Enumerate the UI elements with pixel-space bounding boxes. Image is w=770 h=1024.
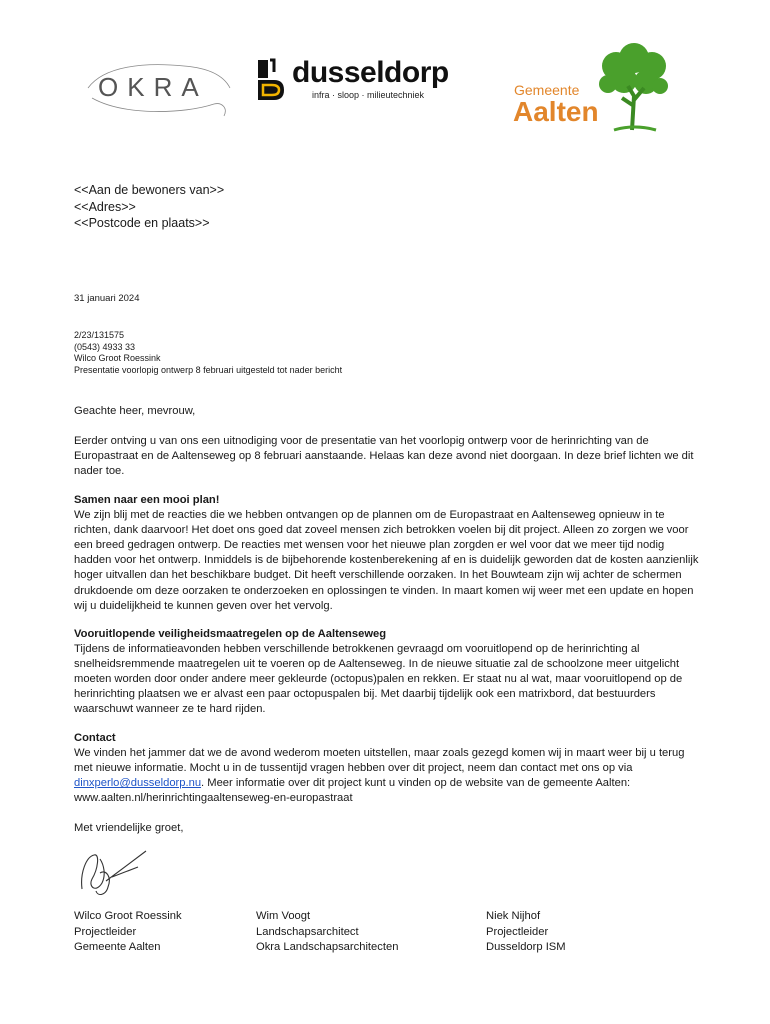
dusseldorp-wordmark: dusseldorp [292, 56, 449, 89]
section-heading: Samen naar een mooi plan! [74, 494, 220, 506]
contact-text [74, 746, 704, 806]
section-samen [74, 493, 704, 614]
dusseldorp-logo [256, 56, 466, 108]
aalten-logo-line2: Aalten [513, 96, 599, 127]
signatory-role: Projectleider [486, 925, 549, 938]
signatory-role: Landschapsarchitect [256, 925, 359, 938]
dusseldorp-mark-icon [256, 58, 286, 102]
reference-block [74, 330, 342, 377]
signatory-1 [74, 909, 182, 956]
reference-number: 2/23/131575 [74, 330, 125, 340]
aalten-logo-line1: Gemeente [514, 82, 580, 98]
salutation: Geachte heer, mevrouw, [74, 405, 196, 417]
contact-text-before: We vinden het jammer dat we de avond wederom moeten uitstellen, maar zoals gezegd komen wij in maart weer bij u terug met nieuwe informatie. Mocht u in de tussentijd vragen hebben over dit project, neem dan contact met ons op via [74, 747, 685, 775]
letter-date: 31 januari 2024 [74, 293, 140, 304]
signatory-role: Projectleider [74, 925, 137, 938]
signatory-2 [256, 909, 398, 956]
section-text: Tijdens de informatieavonden hebben verschillende betrokkenen gevraagd om vooruitlopend op de herinrichting al snelheidsremmende maatregelen uit te voeren op de Aaltenseweg. In de nieuwe situatie zal de schoolzone meer uitgelicht moeten worden door onder andere meer gekleurde (octopus)palen en rekken. Er staat nu al wat, maar vooruitlopend op de herinrichting plaatsen we er alvast een paar octopuspalen bij. Met daarbij tijdelijk ook een matrixbord, dat bestuurders waarschuwt wanneer ze te hard rijden. [74, 643, 683, 716]
reference-phone: (0543) 4933 33 [74, 341, 136, 352]
intro-paragraph [74, 434, 704, 479]
signatory-name: Niek Nijhof [486, 910, 541, 922]
section-veiligheid [74, 627, 704, 718]
closing: Met vriendelijke groet, [74, 822, 184, 834]
reference-subject: Presentatie voorlopig ontwerp 8 februari uitgesteld tot nader bericht [74, 365, 343, 376]
okra-wordmark: OKRA [98, 72, 208, 102]
tree-icon [594, 42, 672, 132]
section-text: We zijn blij met de reacties die we hebben ontvangen op de plannen om de Europastraat en Aaltenseweg opnieuw in te richten, dank daarvoor! Het doet ons goed dat zoveel mensen zich betrokken voelen bij dit project. Alleen zo zorgen we voor een breed gedragen ontwerp. De reacties met wensen voor het nieuwe plan zorgden er wel voor dat we meer tijd nodig hadden voor het ontwerp. Inmiddels is de bijbehorende kostenberekening af en is duidelijk geworden dat de kosten aanzienlijk hoger uitvallen dan het beschikbare budget. Dit heeft verschillende oorzaken. In het Bouwteam zijn wij achter de schermen drukdoende om deze oorzaken te onderzoeken en oplossingen te vinden. In maart komen wij weer met een update en hopen wij u duidelijkheid te kunnen geven over het vervolg. [74, 509, 699, 612]
signatory-3 [486, 909, 566, 956]
gemeente-aalten-logo [510, 40, 670, 135]
address-block [74, 182, 224, 232]
signatory-org: Dusseldorp ISM [486, 941, 566, 953]
contact-text-after: . Meer informatie over dit project kunt u vinden op de website van de gemeente Aalten: www.aalten.nl/herinrichtingaaltenseweg-en-europastraat [74, 777, 631, 805]
address-line-1: <<Aan de bewoners van>> [74, 183, 225, 197]
intro-text: Eerder ontving u van ons een uitnodiging voor de presentatie van het voorlopig ontwerp voor de herinrichting van de Europastraat en de Aaltenseweg op 8 februari aanstaande. Helaas kan deze avond niet doorgaan. In deze brief lichten we dit nader toe. [74, 435, 694, 478]
address-line-3: <<Postcode en plaats>> [74, 216, 210, 230]
signature-icon [76, 843, 152, 899]
section-heading: Vooruitlopende veiligheidsmaatregelen op de Aaltenseweg [74, 628, 387, 640]
reference-contact: Wilco Groot Roessink [74, 353, 161, 364]
address-line-2: <<Adres>> [74, 199, 136, 214]
signatory-name: Wilco Groot Roessink [74, 910, 182, 922]
signatory-name: Wim Voogt [256, 910, 311, 922]
signatory-org: Gemeente Aalten [74, 941, 161, 953]
email-link[interactable]: dinxperlo@dusseldorp.nu [74, 777, 202, 790]
okra-logo [84, 58, 234, 118]
signatory-org: Okra Landschapsarchitecten [256, 941, 399, 953]
section-contact [74, 731, 704, 806]
dusseldorp-tagline: infra · sloop · milieutechniek [312, 90, 425, 100]
section-heading: Contact [74, 732, 116, 744]
